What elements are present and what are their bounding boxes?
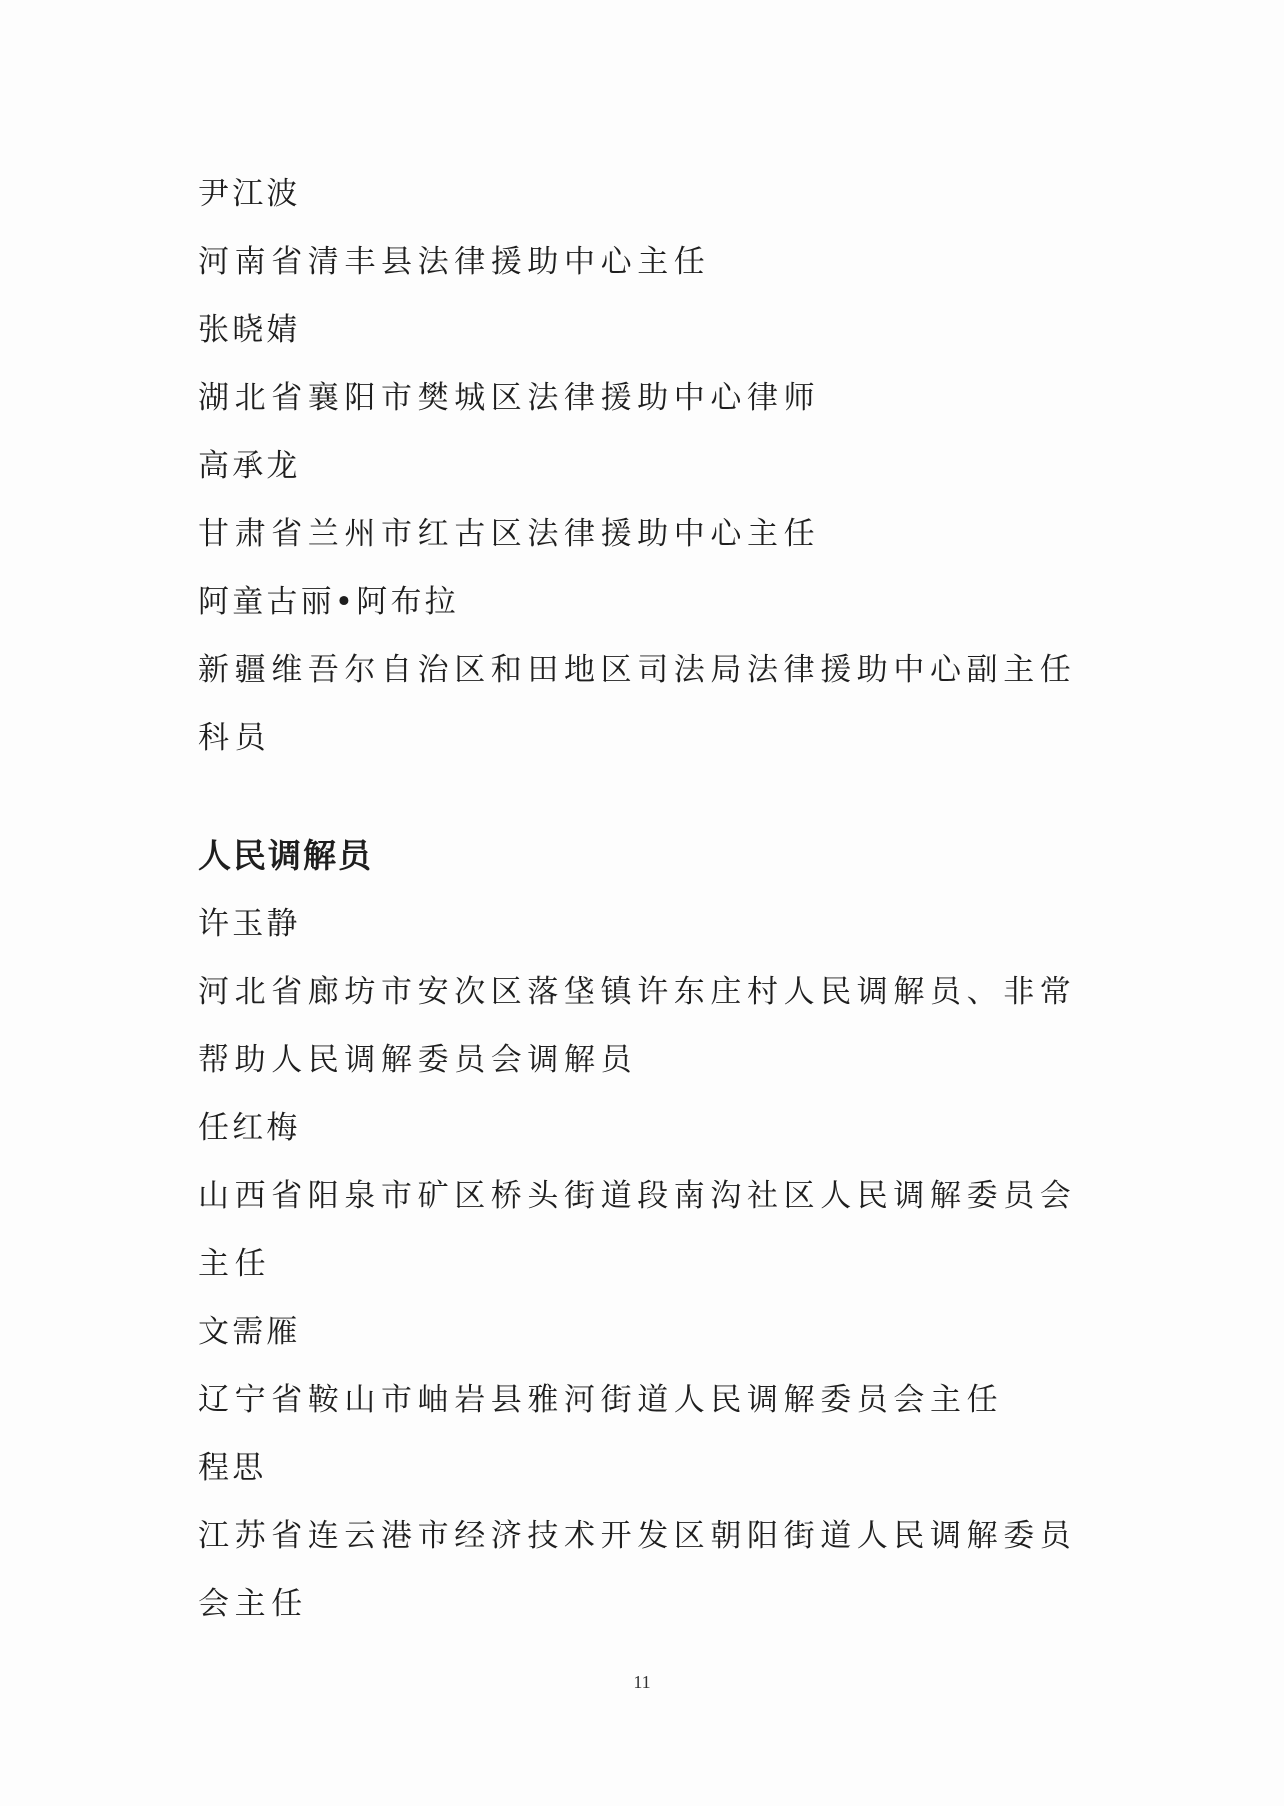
person-organization: 辽宁省鞍山市岫岩县雅河街道人民调解委员会主任 — [198, 1382, 1004, 1418]
person-organization: 河南省清丰县法律援助中心主任 — [198, 244, 711, 280]
page-content — [198, 160, 1098, 1638]
person-organization: 河北省廊坊市安次区落垡镇许东庄村人民调解员、非常帮助人民调解委员会调解员 — [198, 974, 1077, 1078]
person-name: 文需雁 — [198, 1314, 301, 1350]
person-organization: 湖北省襄阳市樊城区法律援助中心律师 — [198, 380, 821, 416]
person-organization: 山西省阳泉市矿区桥头街道段南沟社区人民调解委员会主任 — [198, 1178, 1077, 1282]
person-name: 尹江波 — [198, 176, 301, 212]
person-name: 许玉静 — [198, 906, 301, 942]
section-heading: 人民调解员 — [198, 836, 373, 875]
person-name: 程思 — [198, 1450, 267, 1486]
person-organization: 甘肃省兰州市红古区法律援助中心主任 — [198, 516, 821, 552]
person-organization: 江苏省连云港市经济技术开发区朝阳街道人民调解委员会主任 — [198, 1518, 1077, 1622]
person-name: 张晓婧 — [198, 312, 301, 348]
person-name: 高承龙 — [198, 448, 301, 484]
person-name: 阿童古丽•阿布拉 — [198, 584, 459, 620]
page-number: 11 — [633, 1672, 651, 1692]
person-organization: 新疆维吾尔自治区和田地区司法局法律援助中心副主任科员 — [198, 652, 1077, 756]
person-name: 任红梅 — [198, 1110, 301, 1146]
